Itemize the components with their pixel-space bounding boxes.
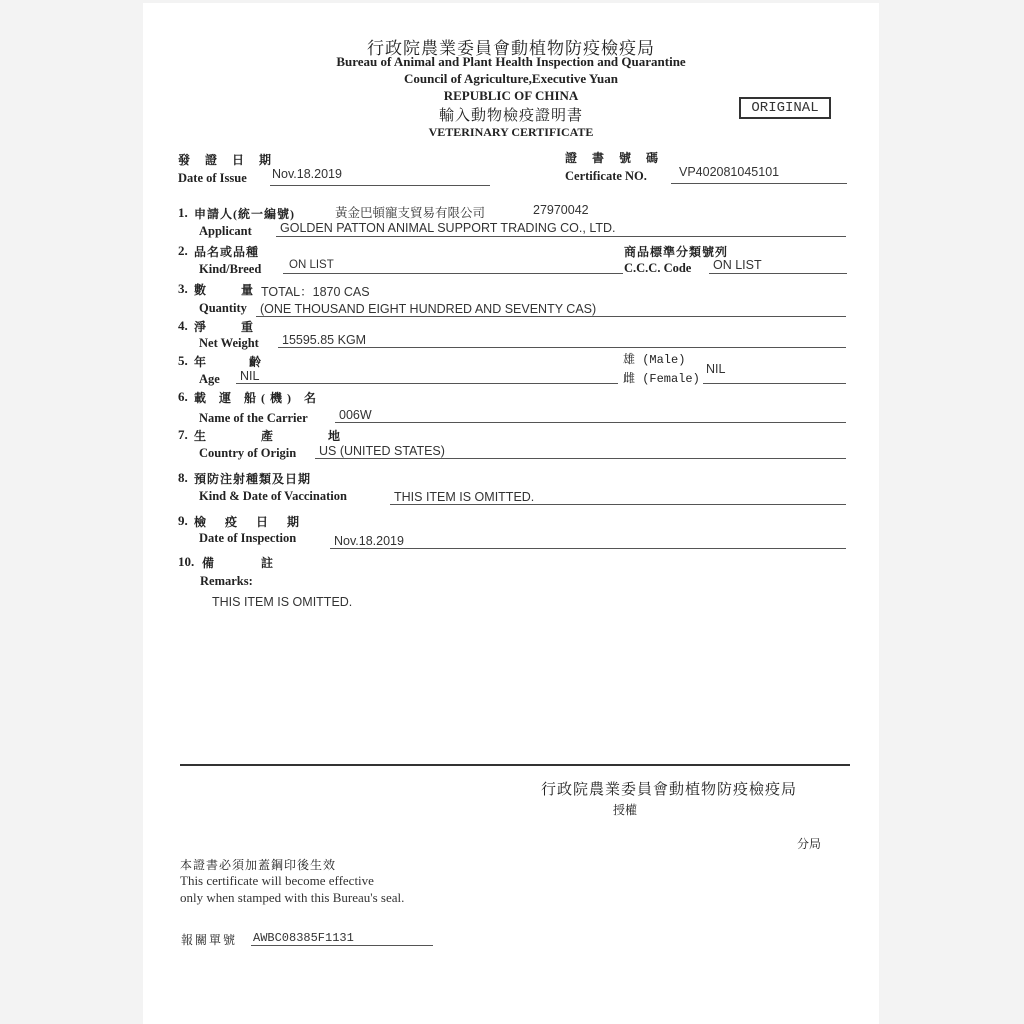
field-number: 6. [178, 389, 188, 404]
customs-label-cn: 報關單號 [181, 933, 238, 947]
carrier-value: 006W [339, 408, 372, 422]
applicant-id: 27970042 [533, 203, 589, 217]
issue-date-value: Nov.18.2019 [272, 167, 342, 181]
council-title: Council of Agriculture,Executive Yuan [403, 71, 619, 86]
ccc-underline [709, 273, 847, 274]
field-number: 8. [178, 470, 188, 485]
remarks-value: THIS ITEM IS OMITTED. [212, 595, 353, 609]
footer-agency-cn: 行政院農業委員會動植物防疫檢疫局 [541, 782, 798, 798]
origin-label: Country of Origin [199, 446, 297, 460]
issue-date-label: Date of Issue [178, 171, 247, 185]
age-label: Age [199, 372, 220, 386]
certificate-no-label: Certificate NO. [565, 169, 647, 183]
certificate-no-label-cn: 證 書 號 碼 [565, 151, 665, 165]
quantity-words: (ONE THOUSAND EIGHT HUNDRED AND SEVENTY CAS) [260, 302, 597, 316]
remarks-label-cn: 備 註 [202, 556, 296, 570]
vaccination-label: Kind & Date of Vaccination [199, 489, 347, 503]
ccc-label: C.C.C. Code [624, 261, 692, 275]
age-label-cn: 年 齡 [194, 355, 282, 369]
certificate-title-en: VETERINARY CERTIFICATE [428, 125, 594, 139]
country-title: REPUBLIC OF CHINA [443, 88, 579, 103]
vaccination-underline [390, 504, 846, 505]
issue-date-label-cn: 發 證 日 期 [178, 153, 278, 167]
age-underline [236, 383, 618, 384]
original-stamp: ORIGINAL [739, 97, 831, 119]
seal-note-line2: only when stamped with this Bureau's seal. [180, 890, 405, 905]
ccc-label-cn: 商品標準分類號列 [624, 245, 729, 259]
vaccination-label-cn: 預防注射種類及日期 [194, 472, 312, 486]
certificate-page [143, 3, 879, 1024]
customs-underline [251, 945, 433, 946]
remarks-label: Remarks: [200, 574, 253, 588]
seal-note-cn: 本證書必須加蓋鋼印後生效 [180, 858, 337, 872]
female-label: 雌 (Female) [623, 372, 700, 386]
origin-underline [315, 458, 846, 459]
applicant-label-cn: 申請人(統一編號) [194, 207, 295, 221]
inspection-underline [330, 548, 846, 549]
field-number: 1. [178, 205, 188, 220]
applicant-label: Applicant [199, 224, 252, 238]
field-number: 9. [178, 513, 188, 528]
weight-underline [278, 347, 846, 348]
kind-label-cn: 品名或品種 [194, 245, 260, 259]
quantity-total: TOTAL：1870 CAS [261, 285, 370, 299]
vaccination-value: THIS ITEM IS OMITTED. [394, 490, 535, 504]
field-number: 10. [178, 554, 195, 569]
customs-value: AWBC08385F1131 [253, 931, 354, 945]
kind-value: ON LIST [289, 259, 334, 271]
footer-divider [180, 764, 850, 766]
sex-value: NIL [706, 362, 726, 376]
age-value: NIL [240, 369, 260, 383]
weight-label-cn: 淨 重 [194, 320, 270, 334]
quantity-label-cn: 數 量 [194, 283, 270, 297]
applicant-name-cn: 黃金巴頓寵支貿易有限公司 [335, 206, 486, 220]
issue-date-underline [270, 185, 490, 186]
origin-value: US (UNITED STATES) [319, 444, 445, 458]
inspection-value: Nov.18.2019 [334, 534, 404, 548]
inspection-label-cn: 檢 疫 日 期 [194, 515, 308, 529]
agency-title-en: Bureau of Animal and Plant Health Inspection and Quarantine [336, 54, 686, 69]
field-number: 5. [178, 353, 188, 368]
inspection-label: Date of Inspection [199, 531, 297, 545]
quantity-underline [256, 316, 846, 317]
weight-label: Net Weight [199, 336, 259, 350]
carrier-label-cn: 載 運 船(機) 名 [194, 391, 321, 405]
ccc-value: ON LIST [713, 258, 762, 272]
weight-value: 15595.85 KGM [282, 333, 367, 347]
certificate-no-value: VP402081045101 [679, 165, 780, 179]
seal-note-line1: This certificate will become effective [180, 873, 374, 888]
certificate-no-underline [671, 183, 847, 184]
carrier-underline [335, 422, 846, 423]
field-number: 2. [178, 243, 188, 258]
male-label: 雄 (Male) [623, 353, 686, 367]
kind-label: Kind/Breed [199, 262, 262, 276]
footer-authorized-cn: 授權 [613, 803, 638, 817]
certificate-title-cn: 輸入動物檢疫證明書 [438, 108, 583, 124]
field-number: 3. [178, 281, 188, 296]
origin-label-cn: 生 產 地 [194, 429, 367, 443]
kind-underline [283, 273, 623, 274]
applicant-underline [276, 236, 846, 237]
agency-title-cn: 行政院農業委員會動植物防疫檢疫局 [367, 39, 655, 58]
field-number: 7. [178, 427, 188, 442]
carrier-label: Name of the Carrier [199, 411, 308, 425]
sex-underline [703, 383, 846, 384]
quantity-label: Quantity [199, 301, 247, 315]
field-number: 4. [178, 318, 188, 333]
applicant-name-en: GOLDEN PATTON ANIMAL SUPPORT TRADING CO., LTD. [280, 221, 616, 235]
footer-branch-cn: 分局 [797, 837, 822, 851]
